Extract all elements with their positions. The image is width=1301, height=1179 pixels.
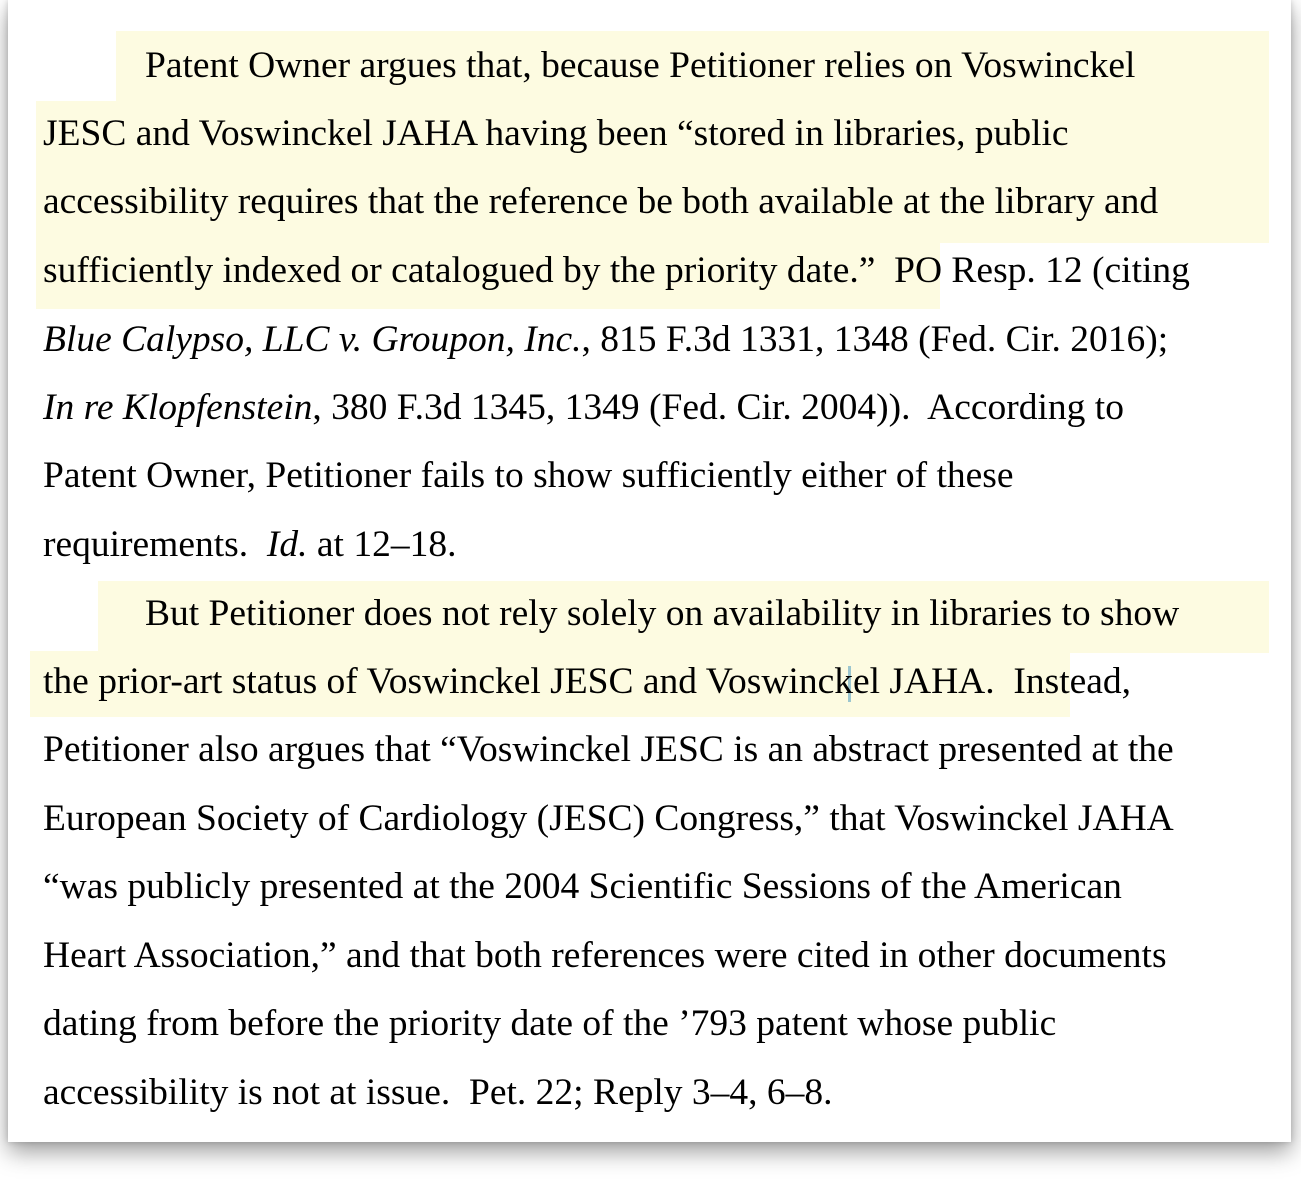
text-line [43,112,1069,156]
text-run: accessibility is not at issue. Pet. 22; Reply 3–4, 6–8. [43,1072,833,1113]
text-run: sufficiently indexed or catalogued by the priority date.” PO Resp. 12 (citing [43,250,1190,291]
text-run: dating from before the priority date of the ’793 patent whose public [43,1003,1057,1044]
text-run: “was publicly presented at the 2004 Scientific Sessions of the American [43,866,1122,907]
text-run: European Society of Cardiology (JESC) Congress,” that Voswinckel JAHA [43,798,1174,839]
text-line [43,865,1122,909]
text-line [43,523,456,567]
text-line [43,660,1131,704]
document-page [8,0,1291,1142]
text-run: , 380 F.3d 1345, 1349 (Fed. Cir. 2004)). According to [312,387,1124,428]
case-citation-name: In re Klopfenstein [43,387,313,428]
text-line [43,249,1190,293]
text-run: requirements. [43,524,267,565]
text-run: , 815 F.3d 1331, 1348 (Fed. Cir. 2016); [581,319,1169,360]
text-run: Petitioner also argues that “Voswinckel JESC is an abstract presented at the [43,729,1174,770]
text-run: at 12–18. [307,524,457,565]
text-line [43,454,1014,498]
text-line [43,1002,1056,1046]
text-run: Patent Owner argues that, because Petitioner relies on Voswinckel [145,45,1136,86]
text-line [43,180,1158,224]
text-run: Patent Owner, Petitioner fails to show sufficiently either of these [43,455,1014,496]
text-line [145,592,1179,636]
text-run: the prior-art status of Voswinckel JESC and Voswinckel JAHA. Instead, [43,661,1132,702]
text-line [43,386,1124,430]
text-line [43,318,1168,362]
text-run: JESC and Voswinckel JAHA having been “stored in libraries, public [43,113,1069,154]
citation-id: Id. [266,524,308,565]
text-run: accessibility requires that the reference be both available at the library and [43,181,1159,222]
text-line [43,1071,833,1115]
case-citation-name: Blue Calypso, LLC v. Groupon, Inc. [43,319,582,360]
text-line [43,934,1167,978]
text-run: Heart Association,” and that both references were cited in other documents [43,935,1167,976]
text-run: But Petitioner does not rely solely on availability in libraries to show [145,593,1180,634]
text-line [43,797,1174,841]
text-line [43,728,1174,772]
text-line [145,44,1135,88]
